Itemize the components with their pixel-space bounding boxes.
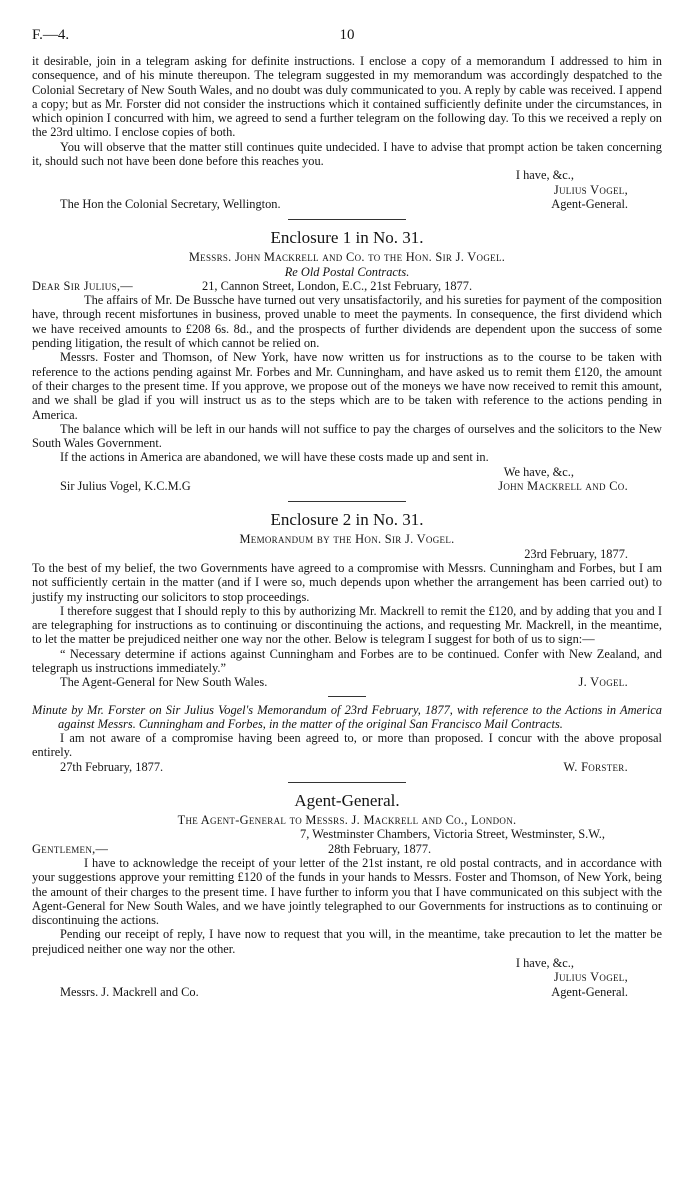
section-divider (288, 501, 406, 502)
intro-signoff (32, 197, 662, 211)
intro-closing: I have, &c., (515, 168, 574, 183)
enclosure-3-date: 28th February, 1877. (328, 841, 432, 856)
enclosure-1-paragraph-2: Messrs. Foster and Thomson, of New York, have now written us for instructions as to the course to be taken with reference to the actions pending against Mr. Forbes and Mr. Cunningham, and have asked us to remit them £120, the amount of their charges to the present time. If you approve, we propose out of the moneys we have now received to remit this amount, and we shall be glad if you will instruct us as to the steps which are to be taken with reference to the actions pending in America. (32, 350, 662, 422)
enclosure-3-paragraph-1: I have to acknowledge the receipt of your letter of the 21st instant, re old postal contracts, and in accordance with your suggestions approve your remitting £120 of the funds in your hands to Messrs. Foster and Thomson, of New York, being the amount of their charges to the present time. I have further to inform you that I have communicated on this subject with the Agent-General for New South Wales, and we have jointly telegraphed to our Governments for instructions as to continuing or discontinuing the actions. (32, 855, 662, 928)
document-page (32, 28, 662, 999)
enclosure-1-paragraph-1: The affairs of Mr. De Bussche have turned out very unsatisfactorily, and his sureties for payment of the composition have, through recent misfortunes in business, proved unable to meet the payments. In consequence, the first dividend which we have received amounts to £208 6s. 8d., and the prospects of further dividends are dependent upon the success of some pending litigation, the result of which cannot be relied on. (32, 293, 662, 351)
enclosure-3-title: Agent-General. (294, 791, 400, 811)
minute-signature: W. Forster. (563, 759, 628, 774)
enclosure-2-telegram: “ Necessary determine if actions against Cunningham and Forbes are to be continued. Confer with New Zealand, and telegraph us instructions immediately.” (32, 646, 662, 675)
enclosure-1-heading-line (32, 279, 662, 293)
enclosure-3-address: 7, Westminster Chambers, Victoria Street, Westminster, S.W., (300, 827, 606, 842)
enclosure-1-paragraph-4: If the actions in America are abandoned, we will have these costs made up and sent in. (60, 450, 489, 465)
enclosure-2-signoff (32, 675, 662, 689)
enclosure-3-signature: Julius Vogel, (553, 970, 628, 985)
enclosure-1-salutation: Dear Sir Julius,— (32, 278, 133, 293)
enclosure-3-heading-line (32, 842, 662, 856)
enclosure-1-address: 21, Cannon Street, London, E.C., 21st February, 1877. (202, 278, 473, 293)
enclosure-3-addressee: Messrs. J. Mackrell and Co. (60, 984, 199, 999)
enclosure-2-subtitle: Memorandum by the Hon. Sir J. Vogel. (239, 532, 455, 547)
enclosure-2-title: Enclosure 2 in No. 31. (270, 510, 424, 530)
enclosure-2-signature: J. Vogel. (578, 675, 628, 690)
minute-signoff (32, 760, 662, 774)
section-divider (288, 782, 406, 783)
page-number: 10 (339, 27, 355, 43)
enclosure-2-date: 23rd February, 1877. (524, 546, 628, 561)
minute-paragraph: I am not aware of a compromise having been agreed to, or more than proposed. I concur with the above proposal entirely. (32, 731, 662, 760)
enclosure-2-paragraph-2: I therefore suggest that I should reply to this by authorizing Mr. Mackrell to remit the £120, and by adding that you and I are telegraphing for instructions as to continuing or discontinuing the actions, and requesting Mr. Mackrell, in the meantime, to let the matter be prejudiced neither one way nor the other. Below is telegram I suggest for both of us to sign:— (32, 603, 662, 647)
enclosure-1-title: Enclosure 1 in No. 31. (270, 228, 424, 248)
intro-paragraph-2: You will observe that the matter still continues quite undecided. I have to advise that prompt action be taken concerning it, should such not have been done before this reaches you. (32, 139, 662, 169)
enclosure-3-title-line: Agent-General. (551, 984, 628, 999)
enclosure-1-re: Re Old Postal Contracts. (284, 264, 410, 279)
enclosure-1-signature: John Mackrell and Co. (498, 479, 628, 494)
enclosure-1-paragraph-3: The balance which will be left in our hands will not suffice to pay the charges of ourselves and the solicitors to the New South Wales Government. (32, 421, 662, 451)
enclosure-2-paragraph-1: To the best of my belief, the two Governments have agreed to a compromise with Messrs. Cunningham and Forbes, but I am not sufficiently certain in the matter (and if I were so, much depends upon whether the arrangement has been carried out) to justify my instructing our solicitors to stop proceedings. (32, 560, 662, 604)
enclosure-3-paragraph-2: Pending our receipt of reply, I have now to request that you will, in the meantime, take precaution to let the matter be prejudiced neither one way nor the other. (32, 927, 662, 956)
intro-signature: Julius Vogel, (553, 182, 628, 197)
intro-title: Agent-General. (551, 196, 628, 211)
enclosure-1-signoff (32, 479, 662, 493)
enclosure-2-addressee: The Agent-General for New South Wales. (60, 675, 268, 690)
document-ref: F.—4. (32, 27, 70, 43)
enclosure-3-salutation: Gentlemen,— (32, 841, 109, 856)
section-divider (288, 219, 406, 220)
minute-date: 27th February, 1877. (60, 759, 164, 774)
intro-paragraph-1: it desirable, join in a telegram asking for definite instructions. I enclose a copy of a memorandum I addressed to him in consequence, and of his minute thereupon. The telegram suggested in my memorandum was accordingly despatched to the Colonial Secretary of New South Wales, and no doubt was duly communicated to you. A reply by cable was received. I append a copy; but as Mr. Forster did not consider the instructions which it contained sufficiently definite under the circumstances, in which opinion I concurred with him, we agreed to send a further telegram on the following day. To this we received a reply on the 23rd ultimo. I enclose copies of both. (32, 54, 662, 140)
enclosure-3-subtitle: The Agent-General to Messrs. J. Mackrell and Co., London. (177, 813, 517, 828)
intro-addressee: The Hon the Colonial Secretary, Wellington. (60, 196, 281, 211)
enclosure-1-addressee: Sir Julius Vogel, K.C.M.G (60, 479, 191, 494)
enclosure-3-closing: I have, &c., (515, 956, 574, 971)
enclosure-1-subtitle: Messrs. John Mackrell and Co. to the Hon. Sir J. Vogel. (188, 250, 506, 265)
enclosure-1-closing: We have, &c., (503, 464, 574, 479)
minute-divider (328, 696, 366, 697)
page-header (32, 28, 662, 54)
minute-heading: Minute by Mr. Forster on Sir Julius Vogel's Memorandum of 23rd February, 1877, with reference to the Actions in America against Messrs. Cunningham and Forbes, in the matter of the original San Francisco Mail Contracts. (32, 702, 662, 731)
enclosure-3-signoff (32, 985, 662, 999)
